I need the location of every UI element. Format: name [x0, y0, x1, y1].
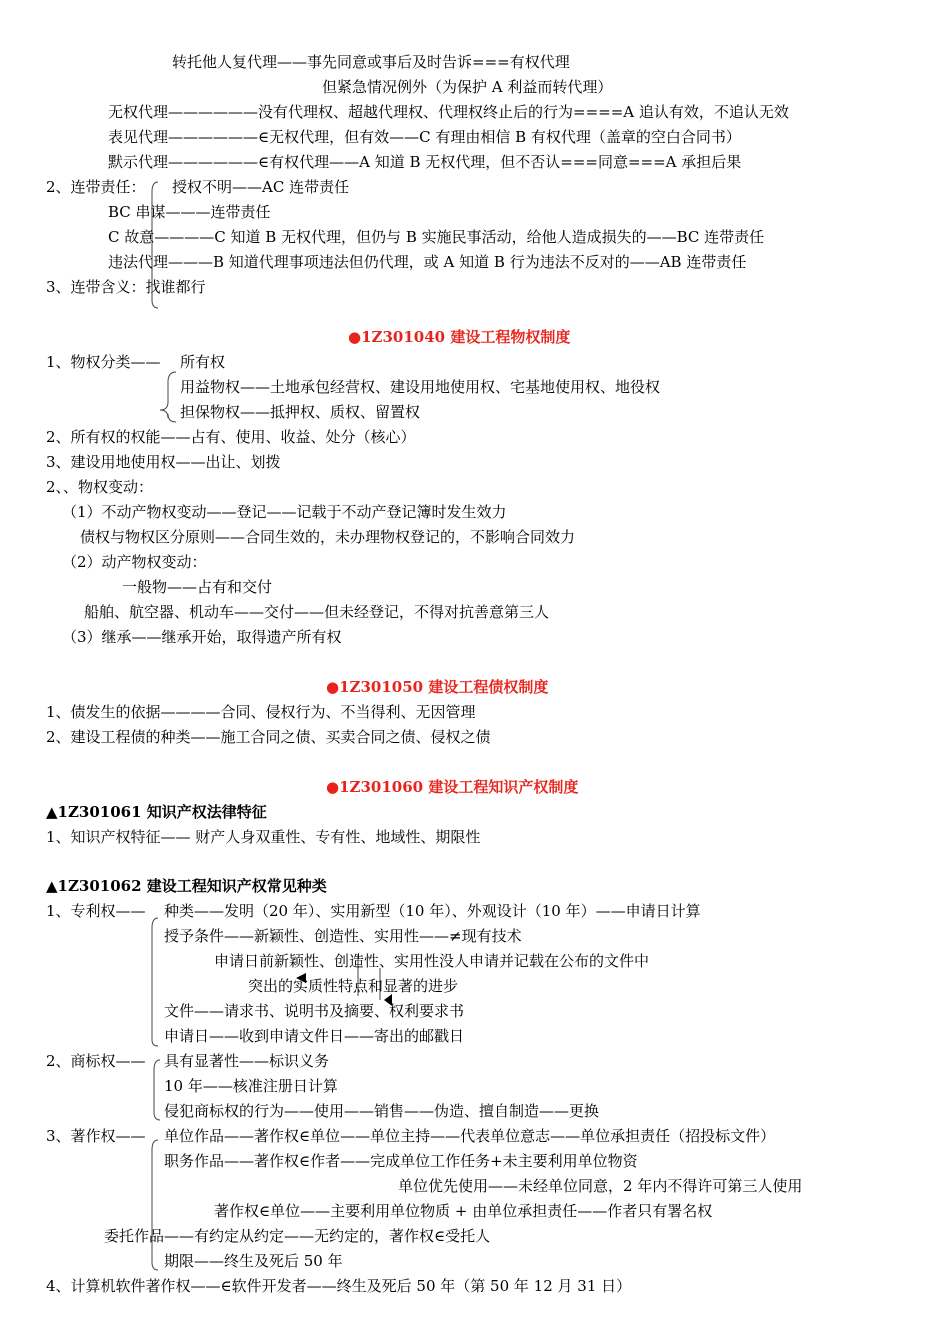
text-line: C 故意————C 知道 B 无权代理，但仍与 B 实施民事活动，给他人造成损失的——BC 连带责任 [108, 228, 765, 246]
text-line: （3）继承——继承开始，取得遗产所有权 [62, 628, 342, 646]
text-line: 2、商标权—— [46, 1052, 146, 1070]
bracket-property [160, 372, 176, 422]
text-line: （1）不动产物权变动——登记——记载于不动产登记簿时发生效力 [62, 503, 507, 521]
text-line: 1、知识产权特征—— 财产人身双重性、专有性、地域性、期限性 [46, 828, 481, 846]
text-line: 担保物权——抵押权、质权、留置权 [180, 403, 421, 421]
text-line: 侵犯商标权的行为——使用——销售——伪造、擅自制造——更换 [164, 1102, 600, 1120]
subsection-heading: ▲1Z301061 知识产权法律特征 [46, 803, 267, 821]
text-line: 委托作品——有约定从约定——无约定的，著作权∈受托人 [104, 1227, 491, 1245]
text-line: 申请日——收到申请文件日——寄出的邮戳日 [164, 1027, 465, 1045]
text-line: 4、计算机软件著作权——∈软件开发者——终生及死后 50 年（第 50 年 12 月 31 日） [46, 1277, 632, 1295]
text-line: 2、所有权的权能——占有、使用、收益、处分（核心） [46, 428, 416, 446]
text-line: 1、专利权—— [46, 902, 146, 920]
section-heading: ●1Z301040 建设工程物权制度 [348, 328, 571, 346]
text-line: BC 串谋———连带责任 [108, 203, 271, 221]
text-line: 10 年——核准注册日计算 [164, 1077, 338, 1095]
text-line: 3、建设用地使用权——出让、划拨 [46, 453, 281, 471]
text-line: 船舶、航空器、机动车——交付——但未经登记，不得对抗善意第三人 [84, 603, 550, 621]
text-line: 3、著作权—— [46, 1127, 146, 1145]
text-line: 2、连带责任： [46, 178, 146, 196]
text-line: 3、连带含义：找谁都行 [46, 278, 206, 296]
text-line: 默示代理——————∈有权代理——A 知道 B 无权代理，但不否认===同意===A 承担后果 [108, 153, 742, 171]
text-line: 但紧急情况例外（为保护 A 利益而转代理） [322, 78, 613, 96]
bracket-trademark [154, 1060, 160, 1120]
section-heading: ●1Z301060 建设工程知识产权制度 [326, 778, 579, 796]
text-line: 用益物权——土地承包经营权、建设用地使用权、宅基地使用权、地役权 [180, 378, 661, 396]
bracket-copyright [152, 1140, 158, 1270]
text-line: 期限——终生及死后 50 年 [164, 1252, 343, 1270]
text-line: 著作权∈单位——主要利用单位物质 + 由单位承担责任——作者只有署名权 [214, 1202, 713, 1220]
text-line: 违法代理———B 知道代理事项违法但仍代理，或 A 知道 B 行为违法不反对的——AB 连带责任 [108, 253, 747, 271]
text-line: 债权与物权区分原则——合同生效的，未办理物权登记的，不影响合同效力 [80, 528, 576, 546]
text-line: 授予条件——新颖性、创造性、实用性——≠现有技术 [164, 927, 522, 945]
text-line: 表见代理——————∈无权代理，但有效——C 有理由相信 B 有权代理（盖章的空白合同书） [108, 128, 741, 146]
text-line: 职务作品——著作权∈作者——完成单位工作任务+未主要利用单位物资 [164, 1152, 638, 1170]
bracket-patent [152, 918, 158, 1046]
text-line: 申请日前新颖性、创造性、实用性没人申请并记载在公布的文件中 [214, 952, 650, 970]
text-line: 文件——请求书、说明书及摘要、权利要求书 [164, 1002, 465, 1020]
text-line: 转托他人复代理——事先同意或事后及时告诉===有权代理 [172, 53, 570, 71]
subsection-heading: ▲1Z301062 建设工程知识产权常见种类 [46, 877, 327, 895]
text-line: 2、、物权变动： [46, 478, 154, 496]
text-line: 1、物权分类—— [46, 353, 161, 371]
text-line: 种类——发明（20 年）、实用新型（10 年）、外观设计（10 年）——申请日计算 [164, 902, 701, 920]
text-line: 所有权 [180, 353, 226, 371]
text-line: 具有显著性——标识义务 [164, 1052, 330, 1070]
text-line: 授权不明——AC 连带责任 [172, 178, 350, 196]
text-line: （2）动产物权变动： [62, 553, 207, 571]
text-line: 一般物——占有和交付 [122, 578, 273, 596]
text-line: 单位作品——著作权∈单位——单位主持——代表单位意志——单位承担责任（招投标文件） [164, 1127, 776, 1145]
text-line: 2、建设工程债的种类——施工合同之债、买卖合同之债、侵权之债 [46, 728, 491, 746]
text-line: 单位优先使用——未经单位同意，2 年内不得许可第三人使用 [398, 1177, 803, 1195]
section-heading: ●1Z301050 建设工程债权制度 [326, 678, 549, 696]
text-line: 1、债发生的依据————合同、侵权行为、不当得利、无因管理 [46, 703, 476, 721]
text-line: 突出的实质性特点和显著的进步 [248, 977, 459, 995]
text-line: 无权代理——————没有代理权、超越代理权、代理权终止后的行为====A 追认有效，不追认无效 [108, 103, 789, 121]
